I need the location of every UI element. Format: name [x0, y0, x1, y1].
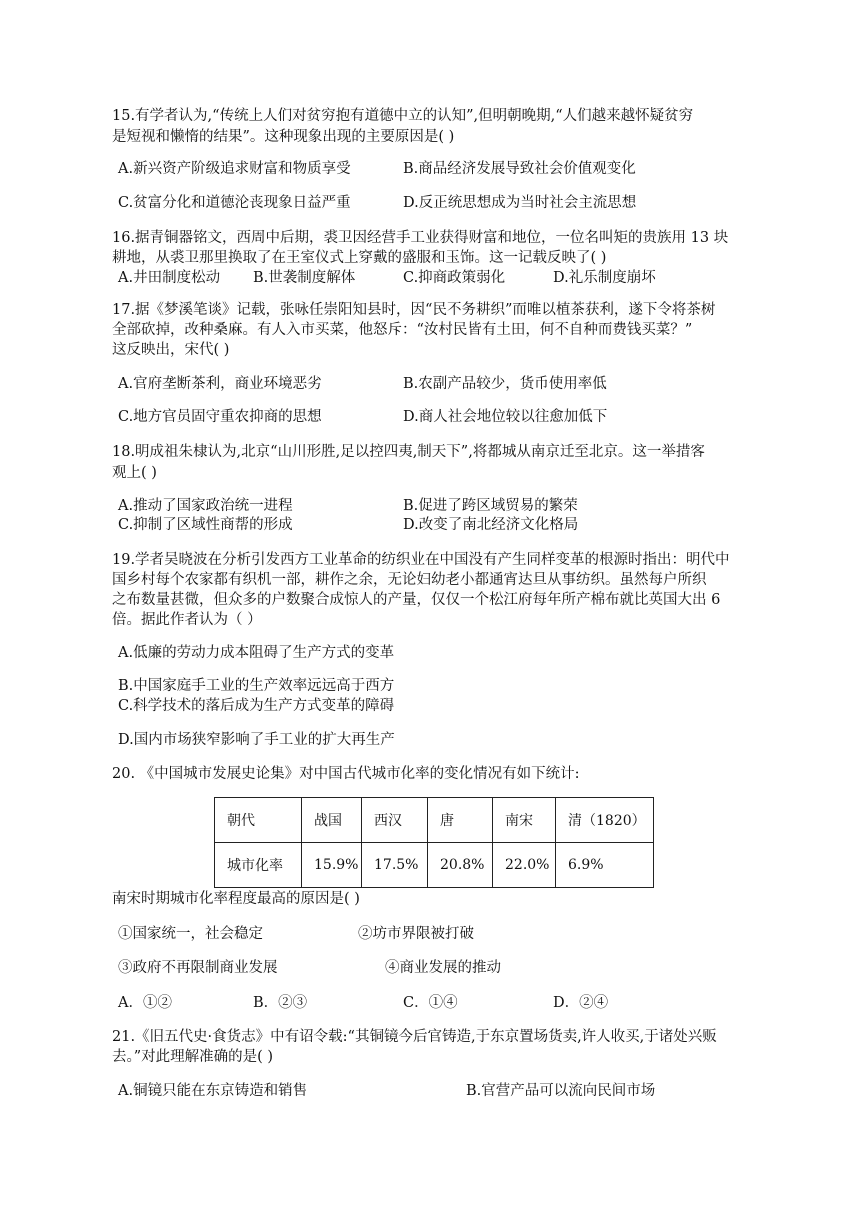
question-20-option-c: C．①④	[403, 995, 458, 1011]
question-20-item-1: ①国家统一，社会稳定	[118, 926, 263, 942]
question-15-option-a: A.新兴资产阶级追求财富和物质享受	[118, 161, 351, 177]
question-17-line-2: 全部砍掉，改种桑麻。有人入市买菜，他怒斥：“汝村民皆有土田，何不自种而费钱买菜？”	[112, 322, 693, 338]
question-20-item-3: ③政府不再限制商业发展	[118, 960, 278, 976]
question-17-line-1: 17.据《梦溪笔谈》记载，张咏任崇阳知县时，因“民不务耕织”而唯以植茶获利，遂下令将茶树	[112, 302, 716, 318]
table-row	[215, 798, 654, 843]
question-20-option-a: A．①②	[118, 995, 172, 1011]
question-20-stem: 南宋时期城市化率程度最高的原因是( )	[112, 891, 360, 907]
question-18-option-d: D.改变了南北经济文化格局	[403, 517, 579, 533]
question-21-option-a: A.铜镜只能在东京铸造和销售	[118, 1083, 308, 1099]
question-16-line-2: 耕地，从裘卫那里换取了在王室仪式上穿戴的盛服和玉饰。这一记载反映了( )	[112, 250, 607, 266]
question-21-option-b: B.官营产品可以流向民间市场	[466, 1083, 656, 1099]
question-19-option-d: D.国内市场狭窄影响了手工业的扩大再生产	[118, 732, 395, 748]
question-19-line-4: 倍。据此作者认为（ ）	[112, 612, 262, 628]
question-20-item-4: ④商业发展的推动	[385, 960, 501, 976]
question-18-option-b: B.促进了跨区域贸易的繁荣	[403, 498, 578, 514]
question-19-option-b: B.中国家庭手工业的生产效率远远高于西方	[118, 678, 395, 694]
question-20-item-2: ②坊市界限被打破	[358, 926, 474, 942]
table-cell: 15.9%	[302, 843, 362, 888]
question-18-option-a: A.推动了国家政治统一进程	[118, 498, 293, 514]
question-20-line-1: 20. 《中国城市发展史论集》对中国古代城市化率的变化情况有如下统计:	[112, 766, 580, 782]
question-19-line-3: 之布数量甚微，但众多的户数聚合成惊人的产量，仅仅一个松江府每年所产棉布就比英国大出 6	[112, 592, 721, 608]
table-header-cell: 朝代	[215, 798, 302, 843]
table-cell: 17.5%	[362, 843, 428, 888]
table-cell: 6.9%	[556, 843, 654, 888]
question-15-option-c: C.贫富分化和道德沦丧现象日益严重	[118, 195, 351, 211]
question-16-option-b: B.世袭制度解体	[253, 270, 356, 286]
question-21-line-1: 21.《旧五代史·食货志》中有诏令载:“其铜镜今后官铸造,于东京置场货卖,许人收买,于诸处兴贩	[112, 1029, 717, 1045]
question-19-line-1: 19.学者吴晓波在分析引发西方工业革命的纺织业在中国没有产生同样变革的根源时指出：明代中	[112, 552, 730, 568]
question-15-line-2: 是短视和懒惰的结果”。这种现象出现的主要原因是( )	[112, 129, 455, 145]
question-16-option-c: C.抑商政策弱化	[403, 270, 506, 286]
question-20-option-d: D．②④	[553, 995, 609, 1011]
question-15-option-b: B.商品经济发展导致社会价值观变化	[403, 161, 636, 177]
question-17-option-b: B.农副产品较少，货币使用率低	[403, 376, 607, 392]
question-17-line-3: 这反映出，宋代( )	[112, 342, 230, 358]
table-cell: 22.0%	[493, 843, 556, 888]
question-18-option-c: C.抑制了区域性商帮的形成	[118, 517, 293, 533]
question-18-line-1: 18.明成祖朱棣认为,北京“山川形胜,足以控四夷,制天下”,将都城从南京迁至北京。这一举措客	[112, 444, 705, 460]
table-header-cell: 战国	[302, 798, 362, 843]
question-19-option-c: C.科学技术的落后成为生产方式变革的障碍	[118, 698, 395, 714]
table-header-cell: 南宋	[493, 798, 556, 843]
question-19-line-2: 国乡村每个农家都有织机一部，耕作之余，无论妇幼老小都通宵达旦从事纺织。虽然每户所织	[112, 572, 707, 588]
question-19-option-a: A.低廉的劳动力成本阻碍了生产方式的变革	[118, 645, 395, 661]
question-16-option-a: A.井田制度松动	[118, 270, 221, 286]
question-15-line-1: 15.有学者认为,“传统上人们对贫穷抱有道德中立的认知”,但明朝晚期,“人们越来越怀疑贫穷	[112, 108, 694, 124]
urbanization-table	[214, 797, 654, 888]
question-18-line-2: 观上( )	[112, 465, 157, 481]
table-header-cell: 西汉	[362, 798, 428, 843]
table-cell: 20.8%	[428, 843, 493, 888]
question-17-option-d: D.商人社会地位较以往愈加低下	[403, 409, 608, 425]
question-17-option-c: C.地方官员固守重农抑商的思想	[118, 409, 322, 425]
question-16-option-d: D.礼乐制度崩坏	[553, 270, 656, 286]
question-17-option-a: A.官府垄断茶利，商业环境恶劣	[118, 376, 322, 392]
question-20-option-b: B．②③	[253, 995, 308, 1011]
table-header-cell: 唐	[428, 798, 493, 843]
question-21-line-2: 去。”对此理解准确的是( )	[112, 1049, 274, 1065]
table-row	[215, 843, 654, 888]
question-15-option-d: D.反正统思想成为当时社会主流思想	[403, 195, 637, 211]
question-16-line-1: 16.据青铜器铭文，西周中后期，裘卫因经营手工业获得财富和地位，一位名叫矩的贵族用 13 块	[112, 230, 729, 246]
table-cell: 城市化率	[215, 843, 302, 888]
table-header-cell: 清（1820）	[556, 798, 654, 843]
